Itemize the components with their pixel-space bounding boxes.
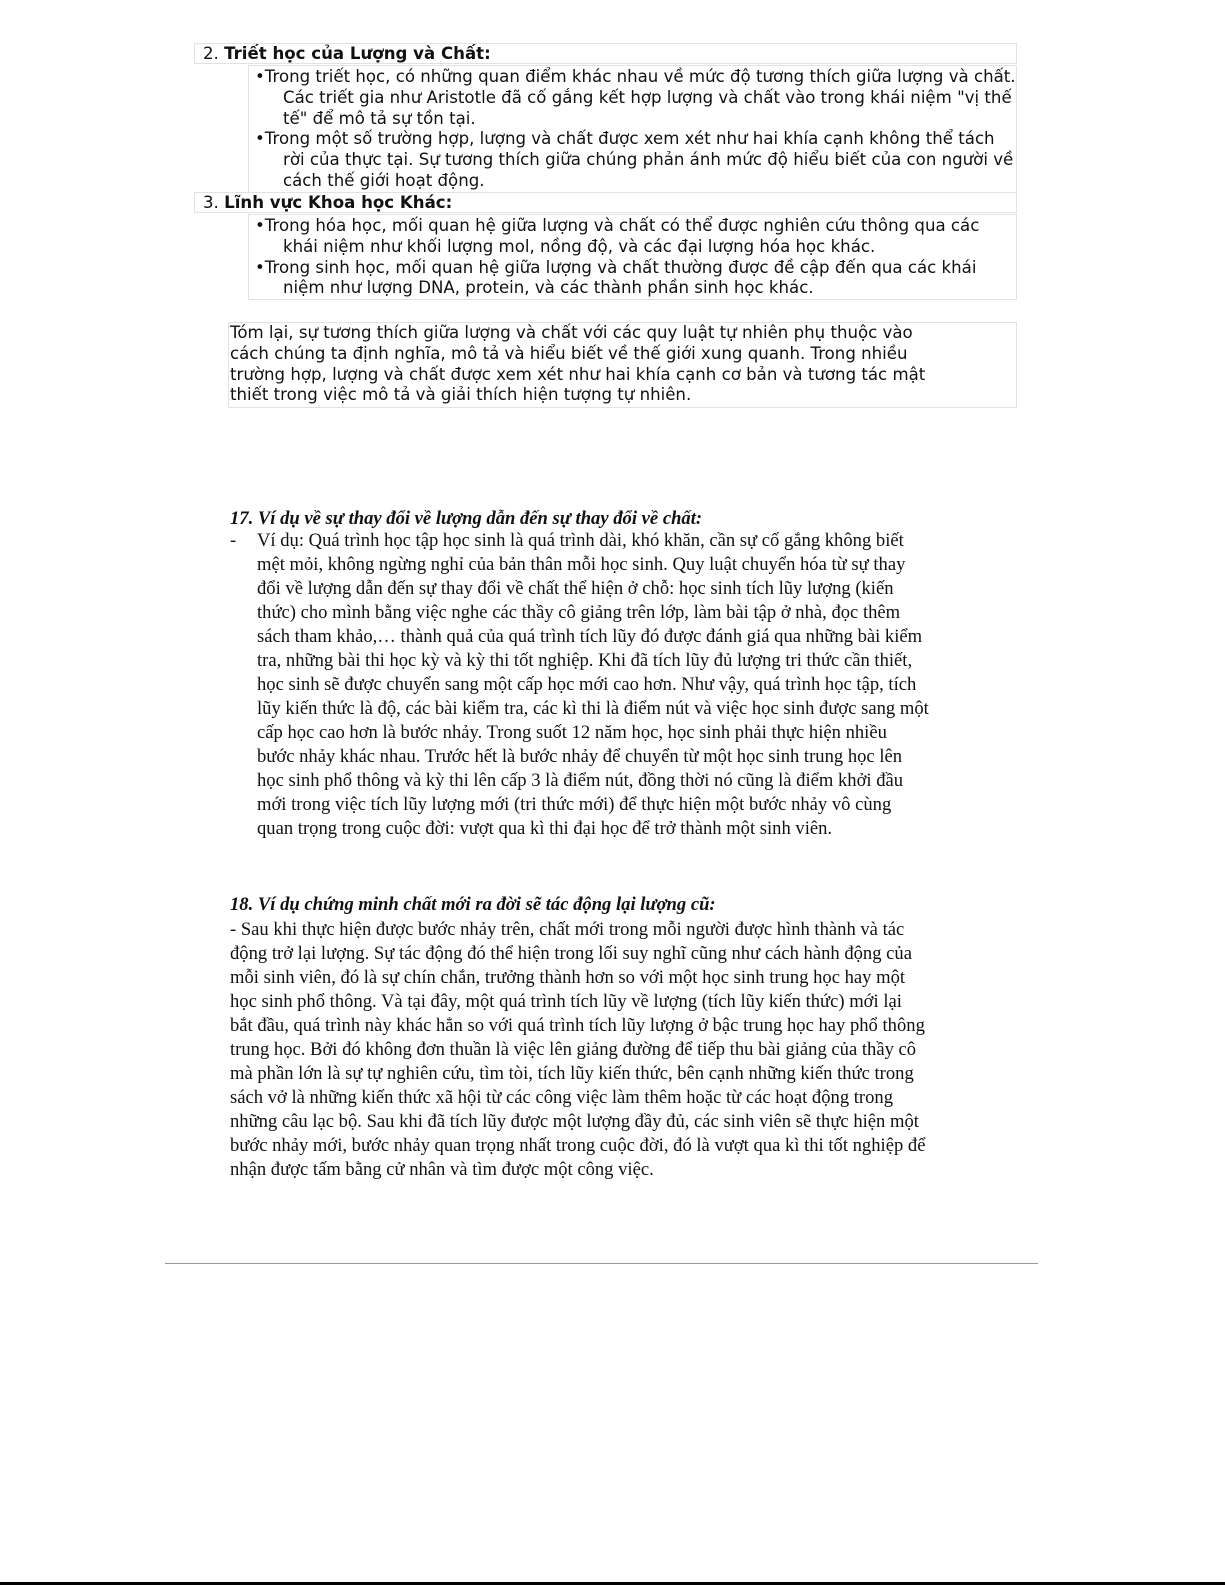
footer-divider: [165, 1263, 1038, 1264]
section-2-bullets: [248, 65, 1017, 193]
section-2-title: Triết học của Lượng và Chất:: [224, 44, 491, 63]
section-3-bullets: [248, 214, 1017, 300]
section-2-bullet-1: •Trong triết học, có những quan điểm khác nhau về mức độ tương thích giữa lượng và chất. Các triết gia như Aristotle đã cố gắng kết hợp lượng và chất vào trong khái niệm "vị thế tế" để mô tả sự tồn tại.: [255, 67, 1016, 128]
section-3-number: 3.: [203, 193, 219, 212]
section-2-bullet-2: •Trong một số trường hợp, lượng và chất được xem xét như hai khía cạnh không thể tách rời của thực tại. Sự tương thích giữa chúng phản ánh mức độ hiểu biết của con người về cách thế giới hoạt động.: [255, 129, 1014, 190]
example-17-dash: -: [230, 530, 237, 551]
summary-paragraph: Tóm lại, sự tương thích giữa lượng và chất với các quy luật tự nhiên phụ thuộc vào cách chúng ta định nghĩa, mô tả và hiểu biết về thế giới xung quanh. Trong nhiều trường hợp, lượng và chất được xem xét như hai khía cạnh cơ bản và tương tác mật thiết trong việc mô tả và giải thích hiện tượng tự nhiên.: [228, 322, 1017, 408]
example-18-title: 18. Ví dụ chứng minh chất mới ra đời sẽ tác động lại lượng cũ:: [230, 894, 716, 915]
example-17-body: Ví dụ: Quá trình học tập học sinh là quá trình dài, khó khăn, cần sự cố gắng không biết mệt mỏi, không ngừng nghỉ của bản thân mỗi học sinh. Quy luật chuyển hóa từ sự thay đổi về lượng dẫn đến sự thay đổi về chất thể hiện ở chỗ: học sinh tích lũy lượng (kiến thức) cho mình bằng việc nghe các thầy cô giảng trên lớp, làm bài tập ở nhà, đọc thêm sách tham khảo,… thành quả của quá trình tích lũy đó được đánh giá qua những bài kiểm tra, những bài thi học kỳ và kỳ thi tốt nghiệp. Khi đã tích lũy đủ lượng tri thức cần thiết, học sinh sẽ được chuyển sang một cấp học mới cao hơn. Như vậy, quá trình học tập, tích lũy kiến thức là độ, các bài kiểm tra, các kì thi là điểm nút và việc học sinh được sang một cấp học cao hơn là bước nhảy. Trong suốt 12 năm học, học sinh phải thực hiện nhiều bước nhảy khác nhau. Trước hết là bước nhảy để chuyển từ một học sinh trung học lên học sinh phổ thông và kỳ thi lên cấp 3 là điểm nút, đồng thời nó cũng là điểm khởi đầu mới trong việc tích lũy lượng mới (tri thức mới) để thực hiện một bước nhảy vô cùng quan trọng trong cuộc đời: vượt qua kì thi đại học để trở thành một sinh viên.: [257, 530, 929, 839]
section-3-heading: [194, 192, 1017, 213]
example-18-body: - Sau khi thực hiện được bước nhảy trên, chất mới trong mỗi người được hình thành và tác động trở lại lượng. Sự tác động đó thể hiện trong lối suy nghĩ cũng như cách hành động của mỗi sinh viên, đó là sự chín chắn, trưởng thành hơn so với một học sinh trung học hay một học sinh phổ thông. Và tại đây, một quá trình tích lũy về lượng (tích lũy kiến thức) mới lại bắt đầu, quá trình này khác hẳn so với quá trình tích lũy lượng ở bậc trung học hay phổ thông trung học. Bởi đó không đơn thuần là việc lên giảng đường để tiếp thu bài giảng của thầy cô mà phần lớn là sự tự nghiên cứu, tìm tòi, tích lũy kiến thức, bên cạnh những kiến thức trong sách vở là những kiến thức xã hội từ các công việc làm thêm hoặc từ các hoạt động trong những câu lạc bộ. Sau khi đã tích lũy được một lượng đầy đủ, các sinh viên sẽ thực hiện một bước nhảy mới, bước nhảy quan trọng nhất trong cuộc đời, đó là vượt qua kì thi tốt nghiệp để nhận được tấm bằng cử nhân và tìm được một công việc.: [230, 919, 926, 1180]
section-2-number: 2.: [203, 44, 219, 63]
section-3-bullet-2: •Trong sinh học, mối quan hệ giữa lượng và chất thường được đề cập đến qua các khái niệm như lượng DNA, protein, và các thành phần sinh học khác.: [255, 257, 977, 298]
example-17-title: 17. Ví dụ về sự thay đổi về lượng dẫn đến sự thay đổi về chất:: [230, 508, 703, 529]
section-2-heading: [194, 43, 1017, 64]
section-3-title: Lĩnh vực Khoa học Khác:: [224, 193, 453, 212]
section-3-bullet-1: •Trong hóa học, mối quan hệ giữa lượng và chất có thể được nghiên cứu thông qua các khái niệm như khối lượng mol, nồng độ, và các đại lượng hóa học khác.: [255, 216, 980, 256]
